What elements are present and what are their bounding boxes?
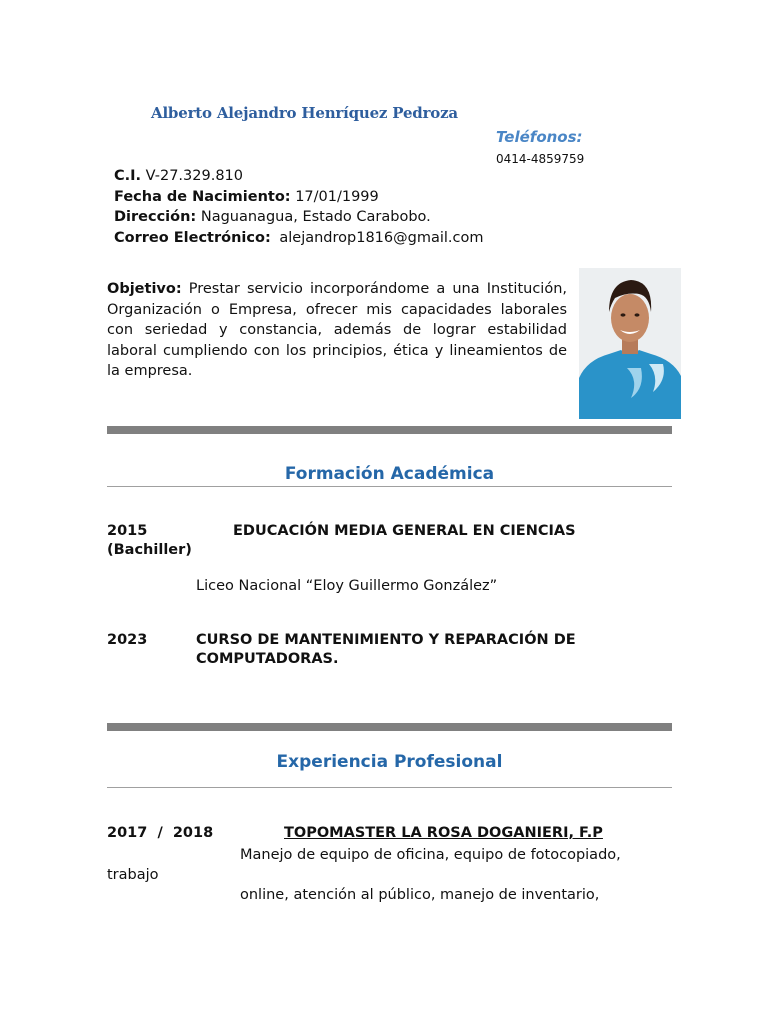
phones-label: Teléfonos: bbox=[496, 128, 583, 146]
candidate-name: Alberto Alejandro Henríquez Pedroza bbox=[151, 104, 458, 122]
section-divider bbox=[107, 723, 672, 731]
experience-company bbox=[284, 825, 603, 841]
experience-title: Experiencia Profesional bbox=[276, 752, 503, 772]
profile-photo bbox=[579, 268, 681, 419]
ci-value: V-27.329.810 bbox=[145, 168, 243, 184]
address-row bbox=[114, 207, 483, 228]
section-divider bbox=[107, 426, 672, 434]
experience-description-line2: trabajo bbox=[107, 867, 159, 883]
education-degree: EDUCACIÓN MEDIA GENERAL EN CIENCIAS bbox=[233, 523, 576, 539]
experience-description-line3: online, atención al público, manejo de inventario, bbox=[240, 887, 600, 903]
objective-text: Prestar servicio incorporándome a una Institución, Organización o Empresa, ofrecer mis capacidades laborales con seriedad y constancia, además de lograr estabilidad laboral cumpliendo con los principios, ética y lineamientos de la empresa. bbox=[107, 281, 568, 379]
birth-row bbox=[114, 187, 483, 208]
email-value: alejandrop1816@gmail.com bbox=[279, 229, 484, 246]
personal-info bbox=[114, 166, 483, 248]
ci-label: C.I. bbox=[114, 168, 142, 184]
birth-label: Fecha de Nacimiento: bbox=[114, 188, 291, 205]
birth-value: 17/01/1999 bbox=[295, 188, 379, 205]
profile-photo-illustration bbox=[579, 268, 681, 419]
experience-description-line1: Manejo de equipo de oficina, equipo de fotocopiado, bbox=[240, 847, 621, 863]
education-year: 2015 bbox=[107, 523, 148, 539]
education-note: (Bachiller) bbox=[107, 542, 192, 558]
address-value: Naguanagua, Estado Carabobo. bbox=[200, 209, 431, 225]
email-label: Correo Electrónico: bbox=[114, 229, 271, 246]
phone-number: 0414-4859759 bbox=[496, 152, 585, 166]
course-title-line1: CURSO DE MANTENIMIENTO Y REPARACIÓN DE bbox=[196, 632, 576, 648]
experience-company-text: TOPOMASTER LA ROSA DOGANIERI, F.P bbox=[284, 825, 603, 841]
ci-row bbox=[114, 166, 483, 187]
experience-title-underline bbox=[107, 787, 672, 788]
experience-years: 2017 / 2018 bbox=[107, 825, 214, 841]
education-title-underline bbox=[107, 486, 672, 487]
education-institution: Liceo Nacional “Eloy Guillermo González” bbox=[196, 578, 498, 594]
objective-paragraph bbox=[107, 279, 567, 382]
address-label: Dirección: bbox=[114, 209, 197, 225]
course-year: 2023 bbox=[107, 632, 148, 648]
email-row bbox=[114, 228, 483, 249]
course-title-line2: COMPUTADORAS. bbox=[196, 651, 339, 667]
objective-label: Objetivo: bbox=[107, 281, 182, 297]
education-title: Formación Académica bbox=[284, 464, 495, 484]
